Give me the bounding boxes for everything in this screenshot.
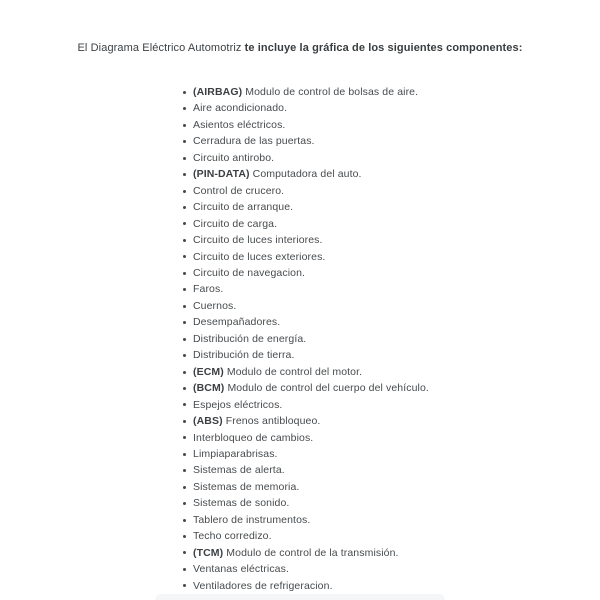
title-bold: te incluye la gráfica de los siguientes componentes: xyxy=(244,42,523,54)
list-item: Aire acondicionado. xyxy=(183,100,429,116)
item-code: (ECM) xyxy=(193,365,224,378)
list-item: (ABS) Frenos antibloqueo. xyxy=(183,413,429,429)
list-item: Control de crucero. xyxy=(183,183,429,199)
item-code: (BCM) xyxy=(193,382,225,395)
list-item: Desempañadores. xyxy=(183,314,429,330)
list-item: Ventiladores de refrigeracion. xyxy=(183,578,429,594)
list-item: Distribución de energía. xyxy=(183,331,429,347)
list-item: (ECM) Modulo de control del motor. xyxy=(183,364,429,380)
list-item: Circuito de arranque. xyxy=(183,199,429,215)
list-item: Cerradura de las puertas. xyxy=(183,133,429,149)
list-item: Sistemas de alerta. xyxy=(183,462,429,478)
list-item: Sistemas de memoria. xyxy=(183,479,429,495)
list-item: Espejos eléctricos. xyxy=(183,397,429,413)
list-item: Circuito antirobo. xyxy=(183,150,429,166)
list-item: (AIRBAG) Modulo de control de bolsas de aire. xyxy=(183,84,429,100)
list-item: Ventanas eléctricas. xyxy=(183,561,429,577)
list-item: Circuito de luces interiores. xyxy=(183,232,429,248)
list-item: Sistemas de sonido. xyxy=(183,495,429,511)
item-code: (ABS) xyxy=(193,415,223,428)
item-code: (TCM) xyxy=(193,546,224,559)
list-item: Circuito de luces exteriores. xyxy=(183,249,429,265)
list-item: Circuito de navegacion. xyxy=(183,265,429,281)
list-item: Distribución de tierra. xyxy=(183,347,429,363)
list-item: Techo corredizo. xyxy=(183,528,429,544)
list-item: Circuito de carga. xyxy=(183,216,429,232)
title-normal: El Diagrama Eléctrico Automotriz xyxy=(77,42,242,54)
list-item: Faros. xyxy=(183,281,429,297)
item-code: (PIN-DATA) xyxy=(193,168,250,181)
list-item: Asientos eléctricos. xyxy=(183,117,429,133)
list-item: (BCM) Modulo de control del cuerpo del vehículo. xyxy=(183,380,429,396)
list-item: Limpiaparabrisas. xyxy=(183,446,429,462)
list-item: Interbloqueo de cambios. xyxy=(183,430,429,446)
list-item: Cuernos. xyxy=(183,298,429,314)
item-code: (AIRBAG) xyxy=(193,86,243,98)
bottom-card-edge xyxy=(155,594,445,600)
list-item: Tablero de instrumentos. xyxy=(183,512,429,528)
list-item: (TCM) Modulo de control de la transmisión. xyxy=(183,545,429,561)
list-item: (PIN-DATA) Computadora del auto. xyxy=(183,166,429,182)
page-title xyxy=(70,40,530,56)
component-list xyxy=(183,84,429,594)
